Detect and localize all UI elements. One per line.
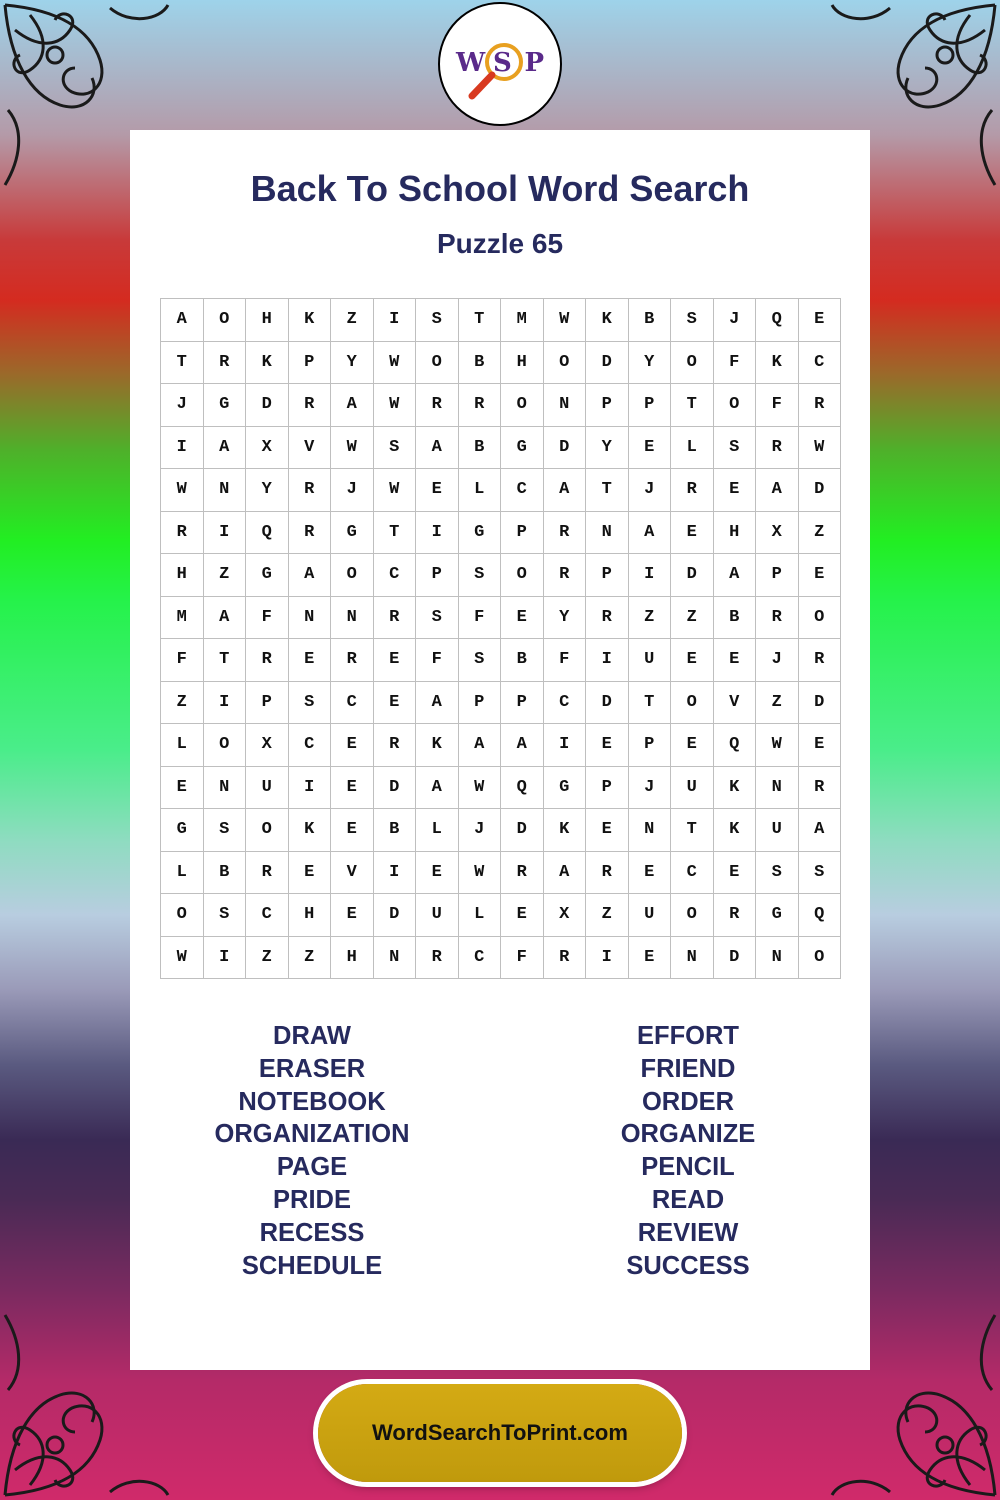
grid-cell[interactable]: A [331,384,374,427]
grid-cell[interactable]: C [373,554,416,597]
word-item: ERASER [258,1054,366,1083]
grid-cell[interactable]: A [628,511,671,554]
grid-cell[interactable]: X [246,724,289,767]
grid-row [161,341,841,384]
grid-cell[interactable]: O [416,341,459,384]
grid-cell[interactable]: X [543,894,586,937]
grid-cell[interactable]: L [161,851,204,894]
grid-cell[interactable]: B [501,639,544,682]
grid-cell[interactable]: I [586,936,629,979]
grid-cell[interactable]: S [713,426,756,469]
grid-cell[interactable]: K [288,299,331,342]
grid-cell[interactable]: E [161,766,204,809]
grid-cell[interactable]: E [331,724,374,767]
grid-cell[interactable]: O [671,894,714,937]
grid-cell[interactable]: E [586,809,629,852]
grid-cell[interactable]: A [713,554,756,597]
grid-cell[interactable]: B [373,809,416,852]
grid-cell[interactable]: Z [203,554,246,597]
grid-cell[interactable]: E [628,851,671,894]
grid-cell[interactable]: E [331,809,374,852]
grid-row [161,639,841,682]
grid-cell[interactable]: O [203,724,246,767]
grid-cell[interactable]: R [288,384,331,427]
grid-cell[interactable]: G [458,511,501,554]
grid-cell[interactable]: O [246,809,289,852]
grid-cell[interactable]: P [416,554,459,597]
grid-cell[interactable]: R [246,851,289,894]
grid-cell[interactable]: Q [756,299,799,342]
grid-cell[interactable]: O [798,936,841,979]
grid-cell[interactable]: W [798,426,841,469]
word-item: PENCIL [641,1153,735,1182]
word-item: ORGANIZATION [214,1120,410,1149]
grid-cell[interactable]: T [628,681,671,724]
grid-cell[interactable]: P [586,766,629,809]
grid-cell[interactable]: F [416,639,459,682]
grid-cell[interactable]: P [458,681,501,724]
grid-cell[interactable]: C [458,936,501,979]
word-item: REVIEW [637,1218,739,1247]
grid-cell[interactable]: R [671,469,714,512]
grid-cell[interactable]: I [373,299,416,342]
grid-cell[interactable]: R [756,596,799,639]
grid-cell[interactable]: Z [246,936,289,979]
grid-cell[interactable]: A [543,851,586,894]
grid-cell[interactable]: S [416,596,459,639]
grid-cell[interactable]: B [203,851,246,894]
puzzle-number: Puzzle 65 [436,228,564,259]
word-item: FRIEND [640,1054,736,1083]
grid-cell[interactable]: K [586,299,629,342]
grid-cell[interactable]: K [756,341,799,384]
grid-cell[interactable]: N [543,384,586,427]
word-item: ORGANIZE [620,1120,756,1149]
grid-cell[interactable]: B [458,341,501,384]
grid-cell[interactable]: S [798,851,841,894]
grid-cell[interactable]: H [246,299,289,342]
grid-cell[interactable]: R [288,511,331,554]
word-item: READ [651,1185,725,1214]
grid-cell[interactable]: L [458,894,501,937]
grid-cell[interactable]: N [288,596,331,639]
word-item: PRIDE [273,1185,351,1214]
grid-cell[interactable]: E [416,851,459,894]
grid-cell[interactable]: H [331,936,374,979]
letter-grid [160,298,841,979]
grid-cell[interactable]: J [713,299,756,342]
grid-cell[interactable]: S [458,639,501,682]
grid-cell[interactable]: T [458,299,501,342]
grid-cell[interactable]: T [203,639,246,682]
grid-cell[interactable]: P [586,554,629,597]
grid-cell[interactable]: F [246,596,289,639]
grid-cell[interactable]: B [628,299,671,342]
grid-cell[interactable]: R [203,341,246,384]
grid-cell[interactable]: Z [671,596,714,639]
grid-cell[interactable]: H [713,511,756,554]
grid-cell[interactable]: U [628,894,671,937]
grid-cell[interactable]: E [288,639,331,682]
grid-cell[interactable]: V [288,426,331,469]
grid-cell[interactable]: Y [628,341,671,384]
grid-cell[interactable]: D [373,894,416,937]
grid-cell[interactable]: E [713,851,756,894]
logo-letter-p: P [524,48,544,78]
grid-cell[interactable]: Z [798,511,841,554]
grid-cell[interactable]: N [373,936,416,979]
grid-cell[interactable]: S [458,554,501,597]
grid-cell[interactable]: J [161,384,204,427]
grid-row [161,894,841,937]
grid-cell[interactable]: R [543,511,586,554]
grid-cell[interactable]: P [288,341,331,384]
grid-cell[interactable]: W [458,766,501,809]
grid-row [161,936,841,979]
grid-cell[interactable]: O [161,894,204,937]
grid-cell[interactable]: R [373,724,416,767]
grid-cell[interactable]: H [501,341,544,384]
grid-row [161,596,841,639]
grid-row [161,384,841,427]
grid-cell[interactable]: F [713,341,756,384]
word-item: SUCCESS [626,1251,750,1280]
grid-cell[interactable]: R [586,851,629,894]
grid-cell[interactable]: W [458,851,501,894]
website-link-button[interactable]: WordSearchToPrint.com [318,1384,682,1482]
grid-cell[interactable]: I [161,426,204,469]
grid-cell[interactable]: H [288,894,331,937]
grid-cell[interactable]: O [671,681,714,724]
grid-cell[interactable]: N [756,936,799,979]
grid-cell[interactable]: F [161,639,204,682]
grid-cell[interactable]: E [713,469,756,512]
grid-cell[interactable]: R [798,766,841,809]
grid-cell[interactable]: N [586,511,629,554]
grid-cell[interactable]: D [586,341,629,384]
grid-cell[interactable]: S [373,426,416,469]
grid-cell[interactable]: G [331,511,374,554]
grid-cell[interactable]: D [671,554,714,597]
logo-letter-s: S [493,48,512,78]
grid-cell[interactable]: R [416,384,459,427]
grid-cell[interactable]: K [416,724,459,767]
grid-cell[interactable]: J [628,766,671,809]
grid-cell[interactable]: N [756,766,799,809]
grid-cell[interactable]: N [203,766,246,809]
grid-cell[interactable]: K [246,341,289,384]
grid-cell[interactable]: E [416,469,459,512]
grid-cell[interactable]: D [373,766,416,809]
grid-cell[interactable]: A [288,554,331,597]
grid-cell[interactable]: P [501,681,544,724]
grid-cell[interactable]: Y [246,469,289,512]
grid-cell[interactable]: R [501,851,544,894]
grid-row [161,681,841,724]
grid-cell[interactable]: A [416,681,459,724]
grid-cell[interactable]: Z [586,894,629,937]
grid-row [161,851,841,894]
grid-cell[interactable]: G [543,766,586,809]
grid-cell[interactable]: C [288,724,331,767]
grid-cell[interactable]: E [586,724,629,767]
grid-cell[interactable]: E [288,851,331,894]
grid-cell[interactable]: S [756,851,799,894]
grid-cell[interactable]: T [586,469,629,512]
grid-cell[interactable]: R [331,639,374,682]
grid-cell[interactable]: A [203,426,246,469]
grid-cell[interactable]: A [501,724,544,767]
grid-cell[interactable]: C [543,681,586,724]
grid-cell[interactable]: H [161,554,204,597]
grid-cell[interactable]: A [416,766,459,809]
grid-cell[interactable]: D [586,681,629,724]
grid-row [161,766,841,809]
grid-cell[interactable]: I [203,936,246,979]
grid-row [161,426,841,469]
grid-cell[interactable]: W [373,469,416,512]
grid-cell[interactable]: G [246,554,289,597]
grid-cell[interactable]: E [331,766,374,809]
grid-cell[interactable]: F [501,936,544,979]
grid-row [161,724,841,767]
grid-cell[interactable]: I [373,851,416,894]
grid-cell[interactable]: T [373,511,416,554]
grid-cell[interactable]: I [288,766,331,809]
grid-cell[interactable]: Q [246,511,289,554]
word-list-right [538,1020,838,1282]
grid-cell[interactable]: A [798,809,841,852]
grid-cell[interactable]: E [671,639,714,682]
grid-cell[interactable]: P [246,681,289,724]
grid-cell[interactable]: R [246,639,289,682]
grid-cell[interactable]: N [671,936,714,979]
word-item: NOTEBOOK [238,1087,386,1116]
grid-cell[interactable]: O [203,299,246,342]
grid-cell[interactable]: O [713,384,756,427]
grid-cell[interactable]: J [628,469,671,512]
grid-cell[interactable]: I [416,511,459,554]
grid-cell[interactable]: A [203,596,246,639]
grid-cell[interactable]: X [756,511,799,554]
word-item: SCHEDULE [241,1251,383,1280]
grid-cell[interactable]: R [713,894,756,937]
grid-row [161,809,841,852]
grid-cell[interactable]: Y [586,426,629,469]
grid-cell[interactable]: Z [628,596,671,639]
grid-cell[interactable]: B [713,596,756,639]
grid-cell[interactable]: G [203,384,246,427]
grid-row [161,511,841,554]
grid-cell[interactable]: D [798,681,841,724]
grid-cell[interactable]: T [161,341,204,384]
grid-cell[interactable]: D [543,426,586,469]
grid-cell[interactable]: W [161,936,204,979]
grid-cell[interactable]: L [458,469,501,512]
grid-cell[interactable]: E [628,426,671,469]
grid-cell[interactable]: F [543,639,586,682]
grid-cell[interactable]: W [161,469,204,512]
grid-cell[interactable]: R [798,384,841,427]
grid-cell[interactable]: S [416,299,459,342]
grid-cell[interactable]: R [373,596,416,639]
word-item: RECESS [259,1218,365,1247]
grid-cell[interactable]: Z [288,936,331,979]
grid-cell[interactable]: T [671,809,714,852]
grid-cell[interactable]: U [246,766,289,809]
grid-cell[interactable]: E [501,894,544,937]
grid-cell[interactable]: L [161,724,204,767]
grid-cell[interactable]: A [756,469,799,512]
grid-cell[interactable]: E [798,724,841,767]
grid-cell[interactable]: B [458,426,501,469]
grid-cell[interactable]: Y [543,596,586,639]
grid-cell[interactable]: I [586,639,629,682]
grid-cell[interactable]: O [331,554,374,597]
grid-cell[interactable]: I [628,554,671,597]
grid-cell[interactable]: I [203,681,246,724]
grid-cell[interactable]: E [671,724,714,767]
grid-cell[interactable]: P [628,384,671,427]
grid-cell[interactable]: G [501,426,544,469]
grid-cell[interactable]: E [798,299,841,342]
grid-cell[interactable]: N [628,809,671,852]
grid-cell[interactable]: R [288,469,331,512]
word-item: PAGE [276,1153,348,1182]
grid-cell[interactable]: S [203,894,246,937]
grid-cell[interactable]: Z [756,681,799,724]
grid-cell[interactable]: Y [331,341,374,384]
grid-cell[interactable]: P [756,554,799,597]
word-item: EFFORT [637,1022,739,1050]
grid-cell[interactable]: O [543,341,586,384]
grid-cell[interactable]: W [373,341,416,384]
grid-cell[interactable]: O [501,384,544,427]
grid-cell[interactable]: S [288,681,331,724]
grid-cell[interactable]: X [246,426,289,469]
grid-cell[interactable]: L [416,809,459,852]
grid-cell[interactable]: K [543,809,586,852]
grid-row [161,554,841,597]
grid-cell[interactable]: W [373,384,416,427]
grid-cell[interactable]: G [161,809,204,852]
grid-cell[interactable]: K [713,809,756,852]
grid-cell[interactable]: C [671,851,714,894]
grid-cell[interactable]: A [543,469,586,512]
grid-cell[interactable]: C [331,681,374,724]
grid-cell[interactable]: W [756,724,799,767]
grid-cell[interactable]: K [713,766,756,809]
grid-cell[interactable]: G [756,894,799,937]
grid-cell[interactable]: U [416,894,459,937]
grid-cell[interactable]: K [288,809,331,852]
grid-cell[interactable]: E [373,681,416,724]
grid-cell[interactable]: M [501,299,544,342]
grid-cell[interactable]: C [501,469,544,512]
grid-cell[interactable]: C [798,341,841,384]
grid-cell[interactable]: O [501,554,544,597]
puzzle-card [130,130,870,1370]
grid-cell[interactable]: P [628,724,671,767]
grid-row [161,299,841,342]
grid-cell[interactable]: F [458,596,501,639]
grid-cell[interactable]: E [331,894,374,937]
grid-cell[interactable]: D [713,936,756,979]
grid-cell[interactable]: E [501,596,544,639]
logo-letter-w: W [456,48,486,78]
word-item: ORDER [641,1087,735,1116]
grid-cell[interactable]: E [671,511,714,554]
grid-cell[interactable]: M [161,596,204,639]
grid-cell[interactable]: A [161,299,204,342]
grid-cell[interactable]: J [756,639,799,682]
grid-cell[interactable]: P [586,384,629,427]
grid-cell[interactable]: C [246,894,289,937]
grid-cell[interactable]: R [798,639,841,682]
grid-cell[interactable]: A [458,724,501,767]
grid-cell[interactable]: A [416,426,459,469]
grid-cell[interactable]: R [543,936,586,979]
grid-cell[interactable]: R [543,554,586,597]
grid-cell[interactable]: W [543,299,586,342]
grid-cell[interactable]: F [756,384,799,427]
grid-cell[interactable]: P [501,511,544,554]
grid-cell[interactable]: V [331,851,374,894]
grid-cell[interactable]: R [458,384,501,427]
page-title: Back To School Word Search [250,168,750,209]
grid-cell[interactable]: Q [798,894,841,937]
grid-cell[interactable]: R [586,596,629,639]
grid-cell[interactable]: V [713,681,756,724]
grid-row [161,469,841,512]
grid-cell[interactable]: E [628,936,671,979]
word-item: DRAW [273,1022,351,1050]
grid-cell[interactable]: T [671,384,714,427]
grid-cell[interactable]: E [798,554,841,597]
site-logo[interactable] [438,2,562,126]
grid-cell[interactable]: D [246,384,289,427]
grid-cell[interactable]: S [671,299,714,342]
grid-cell[interactable]: R [756,426,799,469]
grid-cell[interactable]: U [628,639,671,682]
grid-cell[interactable]: Z [161,681,204,724]
grid-cell[interactable]: J [458,809,501,852]
grid-cell[interactable]: O [671,341,714,384]
grid-cell[interactable]: J [331,469,374,512]
word-list-left [162,1020,462,1282]
grid-cell[interactable]: Q [501,766,544,809]
grid-cell[interactable]: O [798,596,841,639]
grid-cell[interactable]: R [161,511,204,554]
grid-cell[interactable]: E [713,639,756,682]
grid-cell[interactable]: U [671,766,714,809]
grid-cell[interactable]: I [543,724,586,767]
grid-cell[interactable]: N [331,596,374,639]
grid-cell[interactable]: L [671,426,714,469]
grid-cell[interactable]: U [756,809,799,852]
grid-cell[interactable]: S [203,809,246,852]
grid-cell[interactable]: Q [713,724,756,767]
grid-cell[interactable]: Z [331,299,374,342]
grid-cell[interactable]: I [203,511,246,554]
grid-cell[interactable]: W [331,426,374,469]
grid-cell[interactable]: N [203,469,246,512]
grid-cell[interactable]: E [373,639,416,682]
grid-cell[interactable]: D [501,809,544,852]
grid-cell[interactable]: D [798,469,841,512]
grid-cell[interactable]: R [416,936,459,979]
